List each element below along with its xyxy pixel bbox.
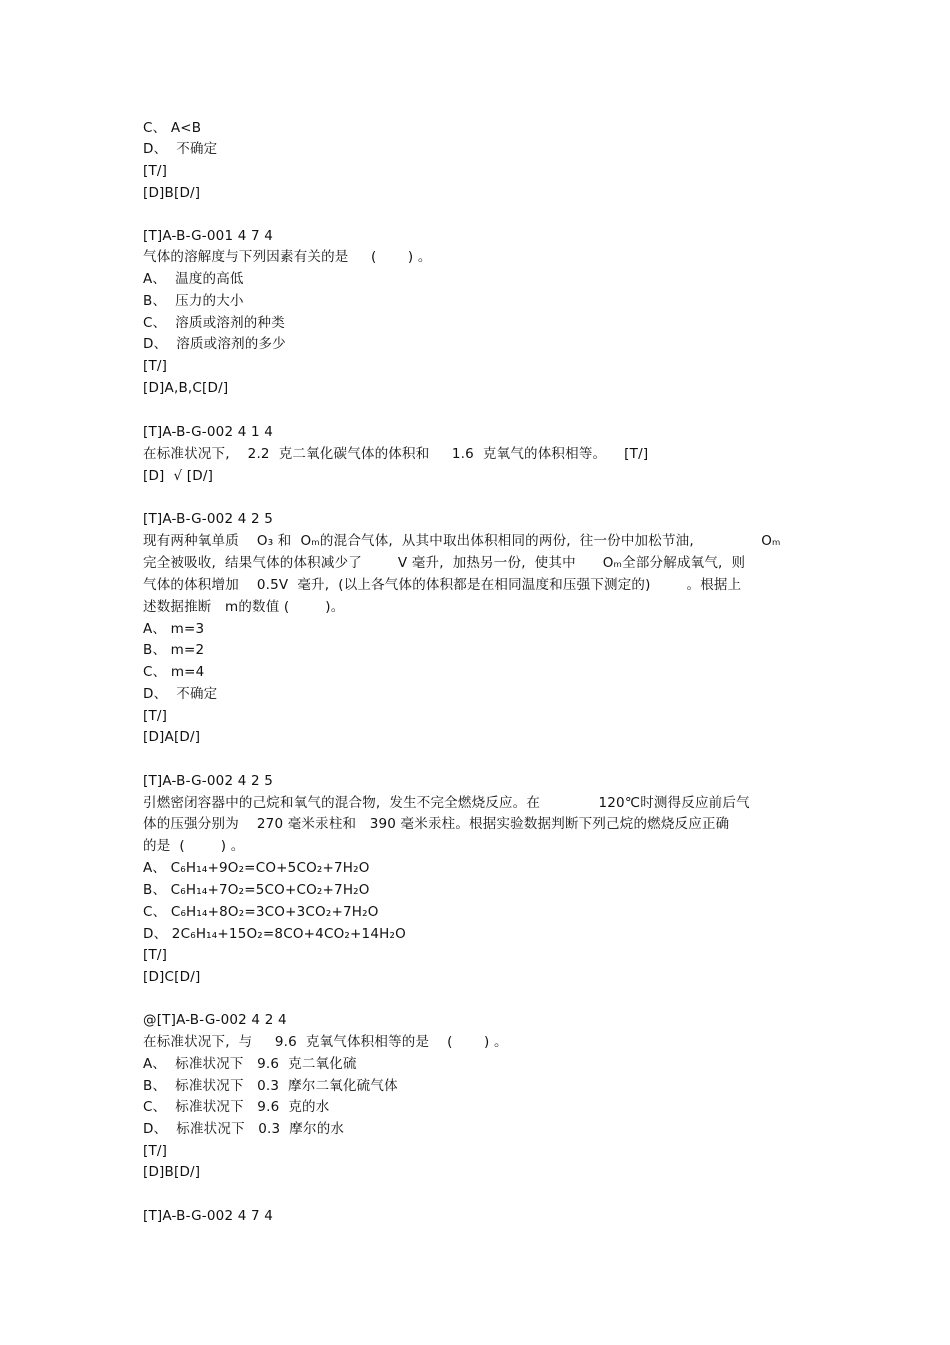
- text-line: [T/]: [143, 358, 168, 374]
- question-text: 气体的溶解度与下列因素有关的是 ( ) 。: [143, 249, 432, 265]
- option-c: C、 溶质或溶剂的种类: [143, 315, 285, 331]
- question-header: [T]A-B-G-002 4 1 4: [143, 424, 274, 440]
- question-text: 在标准状况下, 2.2 克二氧化碳气体的体积和 1.6 克氧气的体积相等。 [T/]: [143, 446, 649, 462]
- option-d: D、 2C₆H₁₄+15O₂=8CO+4CO₂+14H₂O: [143, 926, 406, 942]
- question-text: 现有两种氧单质 O₃ 和 Oₘ的混合气体, 从其中取出体积相同的两份, 往一份中加松节油, Oₘ: [143, 533, 781, 549]
- answer-line: [D]A,B,C[D/]: [143, 380, 229, 396]
- question-text: 完全被吸收, 结果气体的体积减少了 V 毫升, 加热另一份, 使其中 Oₘ全部分解成氧气, 则: [143, 555, 746, 571]
- option-a: A、 C₆H₁₄+9O₂=CO+5CO₂+7H₂O: [143, 860, 370, 876]
- text-line: D、 不确定: [143, 141, 218, 157]
- option-a: A、 m=3: [143, 621, 205, 637]
- text-line: [D]B[D/]: [143, 185, 201, 201]
- question-text: 体的压强分别为 270 毫米汞柱和 390 毫米汞柱。根据实验数据判断下列己烷的燃烧反应正确: [143, 816, 730, 832]
- answer-line: [D] √ [D/]: [143, 468, 214, 484]
- question-text: 的是 ( ) 。: [143, 838, 245, 854]
- option-c: C、 m=4: [143, 664, 205, 680]
- option-b: B、 压力的大小: [143, 293, 244, 309]
- option-d: D、 不确定: [143, 686, 218, 702]
- question-header: [T]A-B-G-002 4 2 5: [143, 511, 274, 527]
- answer-line: [D]A[D/]: [143, 729, 201, 745]
- question-header: [T]A-B-G-001 4 7 4: [143, 228, 274, 244]
- question-text: 述数据推断 m的数值 ( )。: [143, 599, 345, 615]
- question-header: @[T]A-B-G-002 4 2 4: [143, 1012, 287, 1028]
- option-b: B、 标准状况下 0.3 摩尔二氧化硫气体: [143, 1078, 398, 1094]
- answer-line: [D]B[D/]: [143, 1164, 201, 1180]
- option-c: C、 C₆H₁₄+8O₂=3CO+3CO₂+7H₂O: [143, 904, 379, 920]
- text-line: C、 A<B: [143, 120, 202, 136]
- text-line: [T/]: [143, 708, 168, 724]
- option-b: B、 C₆H₁₄+7O₂=5CO+CO₂+7H₂O: [143, 882, 370, 898]
- question-header: [T]A-B-G-002 4 7 4: [143, 1208, 274, 1224]
- question-text: 气体的体积增加 0.5V 毫升, (以上各气体的体积都是在相同温度和压强下测定的) 。根据上: [143, 577, 742, 593]
- question-text: 在标准状况下, 与 9.6 克氧气体积相等的是 ( ) 。: [143, 1034, 508, 1050]
- option-d: D、 溶质或溶剂的多少: [143, 336, 286, 352]
- text-line: [T/]: [143, 163, 168, 179]
- answer-line: [D]C[D/]: [143, 969, 201, 985]
- question-text: 引燃密闭容器中的己烷和氧气的混合物, 发生不完全燃烧反应。在 120℃时测得反应前后气: [143, 795, 750, 811]
- option-a: A、 温度的高低: [143, 271, 244, 287]
- option-a: A、 标准状况下 9.6 克二氧化硫: [143, 1056, 357, 1072]
- text-line: [T/]: [143, 1143, 168, 1159]
- option-c: C、 标准状况下 9.6 克的水: [143, 1099, 330, 1115]
- question-header: [T]A-B-G-002 4 2 5: [143, 773, 274, 789]
- option-d: D、 标准状况下 0.3 摩尔的水: [143, 1121, 345, 1137]
- option-b: B、 m=2: [143, 642, 205, 658]
- text-line: [T/]: [143, 947, 168, 963]
